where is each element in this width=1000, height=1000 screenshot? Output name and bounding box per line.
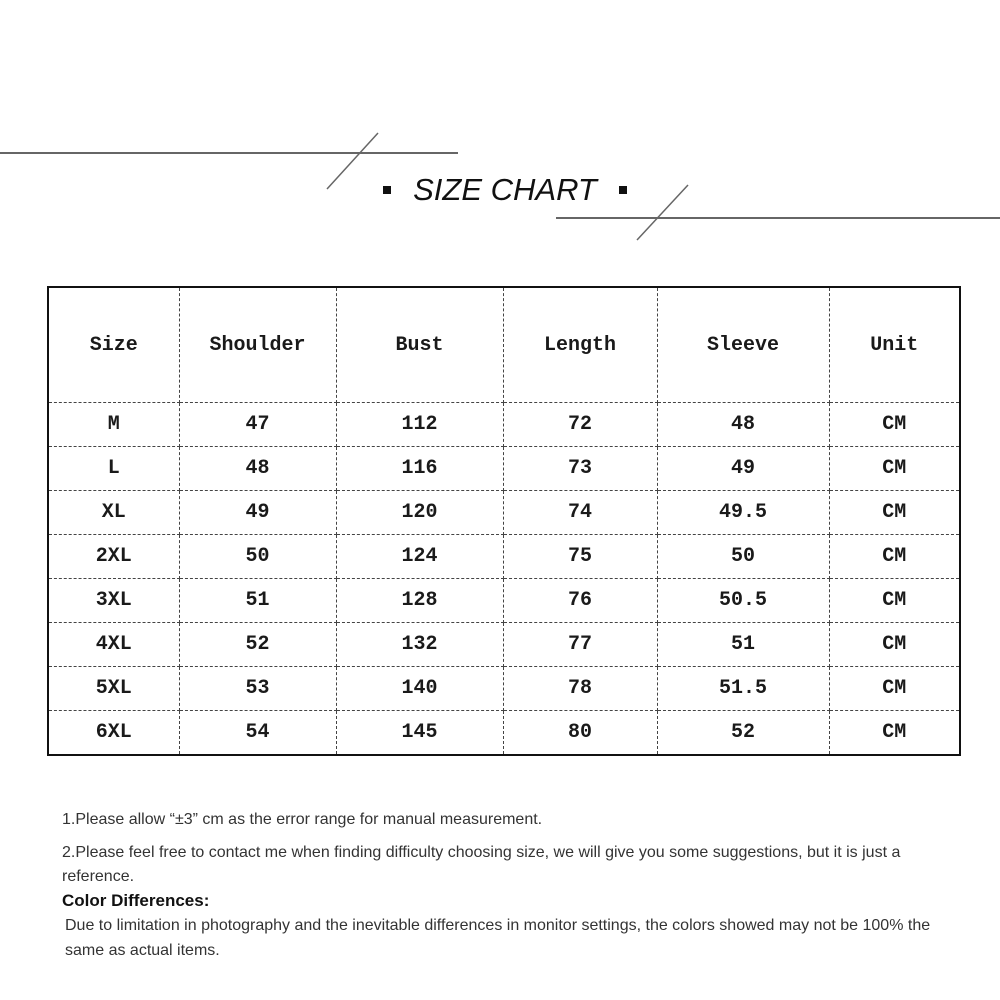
title-block: [370, 168, 640, 212]
table-cell: 51: [657, 623, 829, 667]
table-cell: 51.5: [657, 667, 829, 711]
square-bullet-icon: [619, 186, 627, 194]
table-cell: 76: [503, 579, 657, 623]
top-right-slash: [637, 185, 688, 240]
column-header: Bust: [336, 287, 503, 403]
table-cell: 50.5: [657, 579, 829, 623]
table-cell: 72: [503, 403, 657, 447]
color-differences-heading: Color Differences:: [62, 891, 210, 910]
table-cell: 3XL: [48, 579, 179, 623]
table-cell: 50: [657, 535, 829, 579]
table-cell: 2XL: [48, 535, 179, 579]
table-cell: 73: [503, 447, 657, 491]
table-cell: CM: [829, 667, 960, 711]
table-cell: L: [48, 447, 179, 491]
table-cell: 74: [503, 491, 657, 535]
column-header: Size: [48, 287, 179, 403]
table-cell: 75: [503, 535, 657, 579]
table-row: [48, 623, 960, 667]
table-row: [48, 403, 960, 447]
table-cell: 120: [336, 491, 503, 535]
table-cell: CM: [829, 491, 960, 535]
table-cell: 49.5: [657, 491, 829, 535]
table-cell: 52: [657, 711, 829, 756]
column-header: Unit: [829, 287, 960, 403]
table-cell: 140: [336, 667, 503, 711]
table-cell: 132: [336, 623, 503, 667]
table-cell: 78: [503, 667, 657, 711]
table-cell: M: [48, 403, 179, 447]
table-cell: 53: [179, 667, 336, 711]
table-cell: 51: [179, 579, 336, 623]
table-cell: 77: [503, 623, 657, 667]
notes-section: [62, 808, 942, 963]
table-cell: CM: [829, 623, 960, 667]
measurement-note: 1.Please allow “±3” cm as the error range for manual measurement.: [62, 811, 543, 828]
color-differences-text: Due to limitation in photography and the inevitable differences in monitor settings, the colors showed may not be 100% the same as actual items.: [65, 917, 931, 959]
table-row: [48, 711, 960, 756]
table-cell: 52: [179, 623, 336, 667]
table-cell: CM: [829, 535, 960, 579]
table-row: [48, 447, 960, 491]
table-cell: 49: [657, 447, 829, 491]
table-cell: 80: [503, 711, 657, 756]
size-table: [47, 286, 961, 756]
table-cell: 54: [179, 711, 336, 756]
table-cell: CM: [829, 447, 960, 491]
table-row: [48, 491, 960, 535]
table-cell: 6XL: [48, 711, 179, 756]
contact-note: 2.Please feel free to contact me when finding difficulty choosing size, we will give you some suggestions, but it is just a reference.: [62, 844, 901, 885]
table-cell: 48: [657, 403, 829, 447]
table-cell: 128: [336, 579, 503, 623]
table-cell: 112: [336, 403, 503, 447]
table-cell: CM: [829, 403, 960, 447]
table-cell: 124: [336, 535, 503, 579]
column-header: Shoulder: [179, 287, 336, 403]
table-cell: 116: [336, 447, 503, 491]
table-header-row: [48, 287, 960, 403]
table-cell: 47: [179, 403, 336, 447]
square-bullet-icon: [383, 186, 391, 194]
table-cell: XL: [48, 491, 179, 535]
table-cell: 4XL: [48, 623, 179, 667]
column-header: Sleeve: [657, 287, 829, 403]
table-cell: CM: [829, 579, 960, 623]
column-header: Length: [503, 287, 657, 403]
table-row: [48, 579, 960, 623]
table-cell: 145: [336, 711, 503, 756]
table-cell: 49: [179, 491, 336, 535]
table-row: [48, 535, 960, 579]
table-cell: 48: [179, 447, 336, 491]
table-cell: CM: [829, 711, 960, 756]
table-row: [48, 667, 960, 711]
page-title: SIZE CHART: [413, 172, 597, 207]
table-cell: 50: [179, 535, 336, 579]
table-cell: 5XL: [48, 667, 179, 711]
